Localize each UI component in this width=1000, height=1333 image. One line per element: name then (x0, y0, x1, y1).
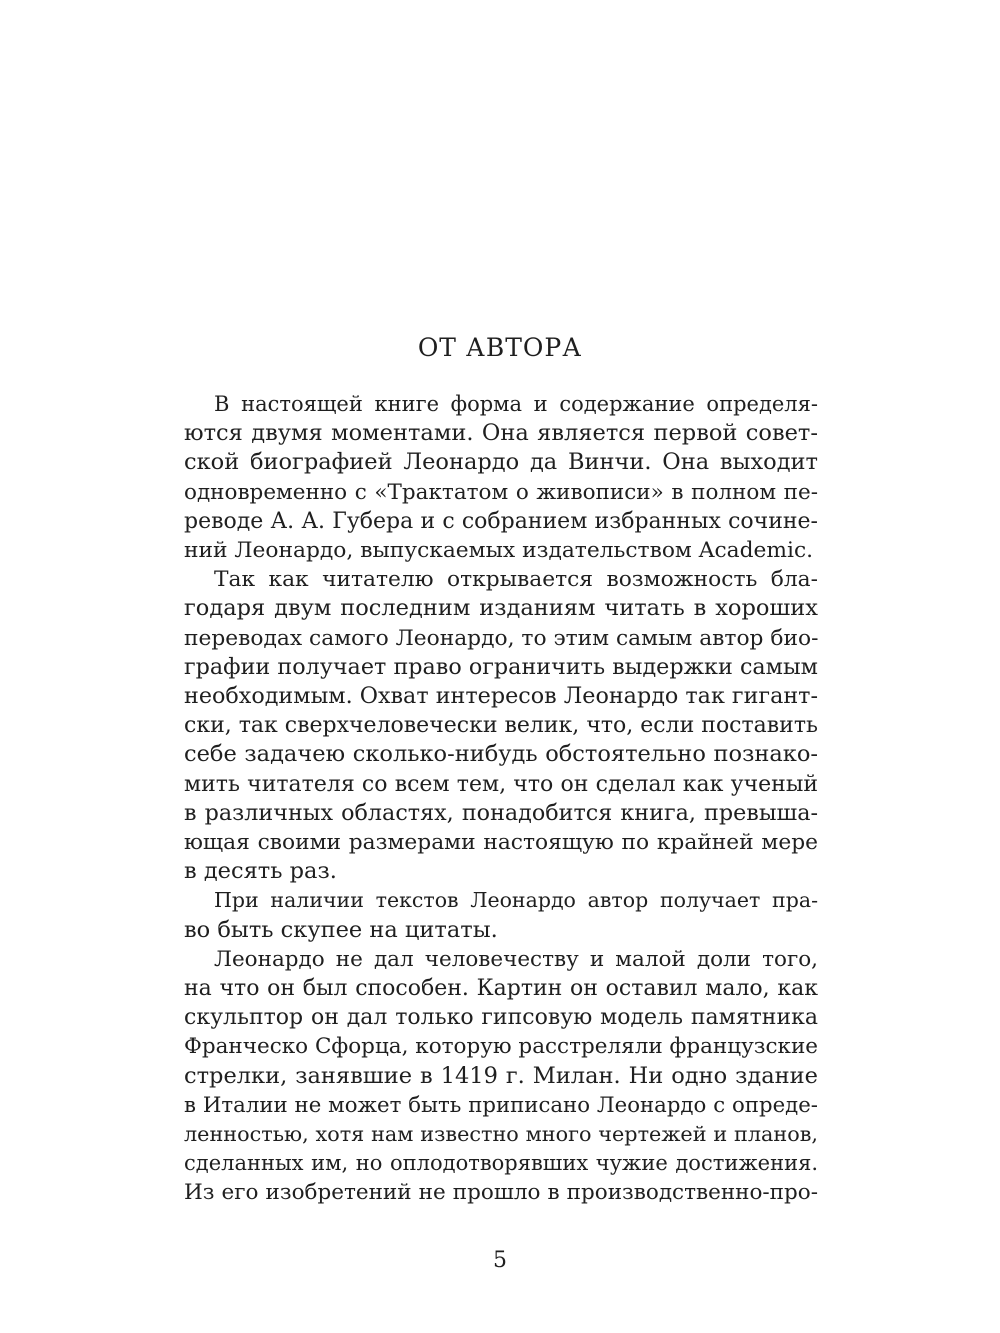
text-line: ленностью, хотя нам известно много чертежей и планов, (184, 1122, 818, 1147)
text-line: необходимым. Охват интересов Леонардо так гигант- (184, 683, 818, 710)
text-line: во быть скупее на цитаты. (184, 916, 498, 943)
text-line: При наличии текстов Леонардо автор получает пра- (214, 888, 818, 913)
paragraph-2 (184, 565, 818, 886)
text-line: Из его изобретений не прошло в производственно-про- (184, 1180, 818, 1206)
text-line: себе задачею сколько-нибудь обстоятельно познако- (184, 741, 818, 768)
chapter-heading: ОТ АВТОРА (417, 333, 583, 362)
text-line: в десять раз. (184, 858, 337, 885)
text-line: сделанных им, но оплодотворявших чужие достижения. (184, 1151, 818, 1176)
text-line: реводе А. А. Губера и с собранием избранных сочине- (184, 508, 818, 534)
paragraph-3 (184, 886, 818, 944)
text-line: одновременно с «Трактатом о живописи» в полном пе- (184, 479, 818, 505)
text-line: ются двумя моментами. Она является первой совет- (184, 420, 818, 447)
body-text (184, 390, 818, 1208)
text-line: графии получает право ограничить выдержки самым (184, 653, 818, 680)
text-line: скульптор он дал только гипсовую модель памятника (184, 1005, 818, 1031)
paragraph-4 (184, 945, 818, 1208)
text-line: Франческо Сфорца, которую расстреляли французские (184, 1034, 818, 1060)
text-line: в Италии не может быть приписано Леонардо с опреде- (184, 1092, 818, 1118)
text-line: ски, так сверхчеловечески велик, что, если поставить (184, 713, 818, 739)
text-line: Так как читателю открывается возможность бла- (214, 567, 818, 593)
text-line: ющая своими размерами настоящую по крайней мере (184, 830, 818, 856)
text-line: В настоящей книге форма и содержание определя- (214, 392, 818, 416)
page-number: 5 (493, 1248, 507, 1273)
text-line: ний Леонардо, выпускаемых издательством Academic. (184, 538, 814, 564)
text-line: на что он был способен. Картин он оставил мало, как (184, 976, 818, 1002)
text-line: Леонардо не дал человечеству и малой доли того, (214, 946, 818, 972)
paragraph-1 (184, 390, 818, 565)
text-line: ской биографией Леонардо да Винчи. Она выходит (184, 449, 818, 476)
text-line: стрелки, занявшие в 1419 г. Милан. Ни одно здание (184, 1062, 818, 1089)
text-line: в различных областях, понадобится книга, превыша- (184, 799, 818, 826)
text-line: мить читателя со всем тем, что он сделал как ученый (184, 771, 818, 797)
text-line: переводах самого Леонардо, то этим самым автор био- (184, 625, 819, 651)
text-line: годаря двум последним изданиям читать в хороших (184, 595, 818, 622)
